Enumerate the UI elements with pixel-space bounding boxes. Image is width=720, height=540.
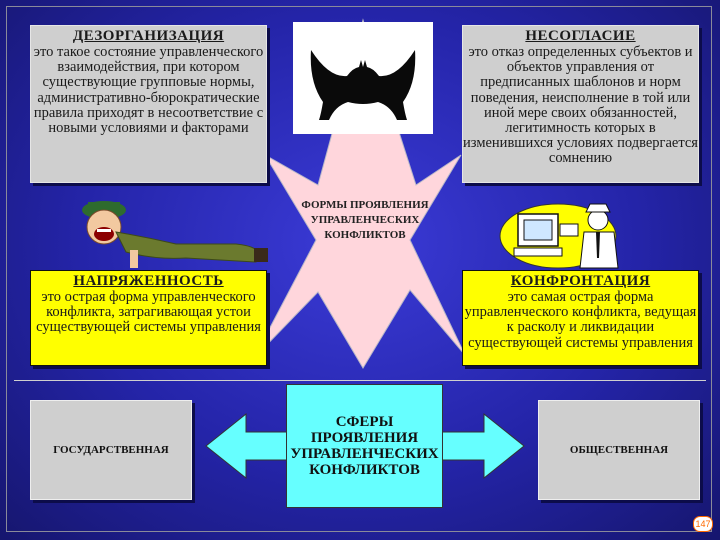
tension-description: это острая форма управленческого конфликта, затрагивающая устои существующей системы управления bbox=[36, 289, 261, 336]
disagreement-title: НЕСОГЛАСИЕ bbox=[525, 28, 636, 44]
spheres-label: СФЕРЫ ПРОЯВЛЕНИЯ УПРАВЛЕНЧЕСКИХ КОНФЛИКТОВ bbox=[290, 414, 439, 478]
public-sphere-label: ОБЩЕСТВЕННАЯ bbox=[569, 444, 669, 456]
disagreement-description: это отказ определенных субъектов и объектов управления от предписанных шаблонов и норм поведения, неисполнение в той или иной мере своих обязанностей, легитимность которых в изменившихся условиях подвергается сомнению bbox=[463, 44, 698, 167]
disorganization-description: это такое состояние управленческого взаимодействия, при котором существующие групповые нормы, административно-бюрократические правила приходят в несоответствие с новыми условиями и факторами bbox=[33, 44, 264, 137]
public-sphere-box bbox=[538, 400, 700, 500]
state-sphere-box bbox=[30, 400, 192, 500]
confrontation-description: это самая острая форма управленческого конфликта, ведущая к расколу и ликвидации существующей системы управления bbox=[464, 289, 697, 351]
confrontation-title: КОНФРОНТАЦИЯ bbox=[510, 273, 651, 289]
forms-label: ФОРМЫ ПРОЯВЛЕНИЯ УПРАВЛЕНЧЕСКИХ КОНФЛИКТОВ bbox=[301, 199, 429, 241]
tension-title: НАПРЯЖЕННОСТЬ bbox=[73, 273, 224, 289]
state-sphere-label: ГОСУДАРСТВЕННАЯ bbox=[53, 444, 169, 456]
disorganization-title: ДЕЗОРГАНИЗАЦИЯ bbox=[72, 28, 225, 44]
page-number: 147 bbox=[693, 516, 713, 532]
spheres-box bbox=[286, 384, 443, 508]
